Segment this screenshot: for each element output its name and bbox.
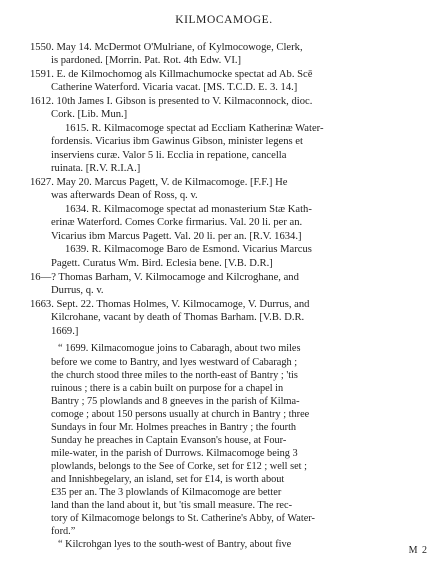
quote-line: ford.”: [51, 526, 76, 537]
quote-line: “ Kilcrohgan lyes to the south-west of Bantry, about five: [58, 539, 292, 550]
quote-line: the church stood three miles to the north-east of Bantry ; 'tis: [51, 370, 298, 381]
text-line: is pardoned. [Morrin. Pat. Rot. 4th Edw. VI.]: [51, 55, 242, 66]
quote-line: ruinous ; there is a cabin built on purpose for a chapel in: [51, 383, 284, 394]
text-line: Durrus, q. v.: [51, 285, 104, 296]
text-line: 1615. R. Kilmacomoge spectat ad Eccliam Katherinæ Water-: [65, 123, 324, 134]
quote-line: £35 per an. The 3 plowlands of Kilmacomoge are better: [51, 487, 282, 498]
text-line: Pagett. Curatus Wm. Bird. Eclesia bene. [V.B. D.R.]: [51, 258, 273, 269]
text-line: 1634. R. Kilmacomoge spectat ad monasterium Stæ Kath-: [65, 204, 312, 215]
text-line: 1663. Sept. 22. Thomas Holmes, V. Kilmocamoge, V. Durrus, and: [30, 299, 310, 310]
text-line: 1639. R. Kilmacomoge Baro de Esmond. Vicarius Marcus: [65, 244, 312, 255]
quote-line: Sunday he preaches in Captain Evanson's house, at Four-: [51, 435, 287, 446]
text-line: inserviens curæ. Valor 5 li. Ecclia in repatione, cancella: [51, 150, 287, 161]
quote-line: and Innishbegelary, an island, set for £14, is worth about: [51, 474, 285, 485]
quote-line: comoge ; about 150 persons usually at church in Bantry ; three: [51, 409, 310, 420]
text-line: 1612. 10th James I. Gibson is presented to V. Kilmaconnock, dioc.: [30, 96, 313, 107]
quote-line: Bantry ; 75 plowlands and 8 gneeves in the parish of Kilma-: [51, 396, 300, 407]
text-line: 1669.]: [51, 326, 79, 337]
page-heading: KILMOCAMOGE.: [175, 14, 273, 26]
text-line: 1550. May 14. McDermot O'Mulriane, of Kylmocowoge, Clerk,: [30, 42, 303, 53]
text-line: Vicarius ibm Marcus Pagett. Val. 20 li. per an. [R.V. 1634.]: [51, 231, 302, 242]
quote-line: plowlands, belongs to the See of Corke, set for £12 ; well set ;: [51, 461, 307, 472]
text-line: Cork. [Lib. Mun.]: [51, 109, 128, 120]
text-line: erinæ Waterford. Comes Corke firmarius. Val. 20 li. per an.: [51, 217, 303, 228]
text-line: was afterwards Dean of Ross, q. v.: [51, 190, 198, 201]
text-line: Catherine Waterford. Vicaria vacat. [MS. T.C.D. E. 3. 14.]: [51, 82, 298, 93]
quote-line: land than the land about it, but 'tis small measure. The rec-: [51, 500, 293, 511]
quote-line: “ 1699. Kilmacomogue joins to Cabaragh, about two miles: [58, 343, 301, 354]
quote-line: mile-water, in the parish of Durrows. Kilmacomoge being 3: [51, 448, 298, 459]
text-line: fordensis. Vicarius ibm Gawinus Gibson, minister legens et: [51, 136, 303, 147]
signature-mark: M 2: [408, 545, 428, 556]
quote-line: Sundays in four Mr. Holmes preaches in Bantry ; the fourth: [51, 422, 297, 433]
text-line: 16—? Thomas Barham, V. Kilmocamoge and Kilcroghane, and: [30, 272, 299, 283]
text-line: Kilcrohane, vacant by death of Thomas Barham. [V.B. D.R.: [51, 312, 305, 323]
text-line: 1627. May 20. Marcus Pagett, V. de Kilmacomoge. [F.F.] He: [30, 177, 288, 188]
quote-line: tory of Kilmacomoge belongs to St. Catherine's Abby, of Water-: [51, 513, 315, 524]
text-line: 1591. E. de Kilmochomog als Killmachumocke spectat ad Ab. Scē: [30, 69, 313, 80]
quote-line: before we come to Bantry, and lyes westward of Cabaragh ;: [51, 357, 298, 368]
text-line: ruinata. [R.V. R.I.A.]: [51, 163, 141, 174]
